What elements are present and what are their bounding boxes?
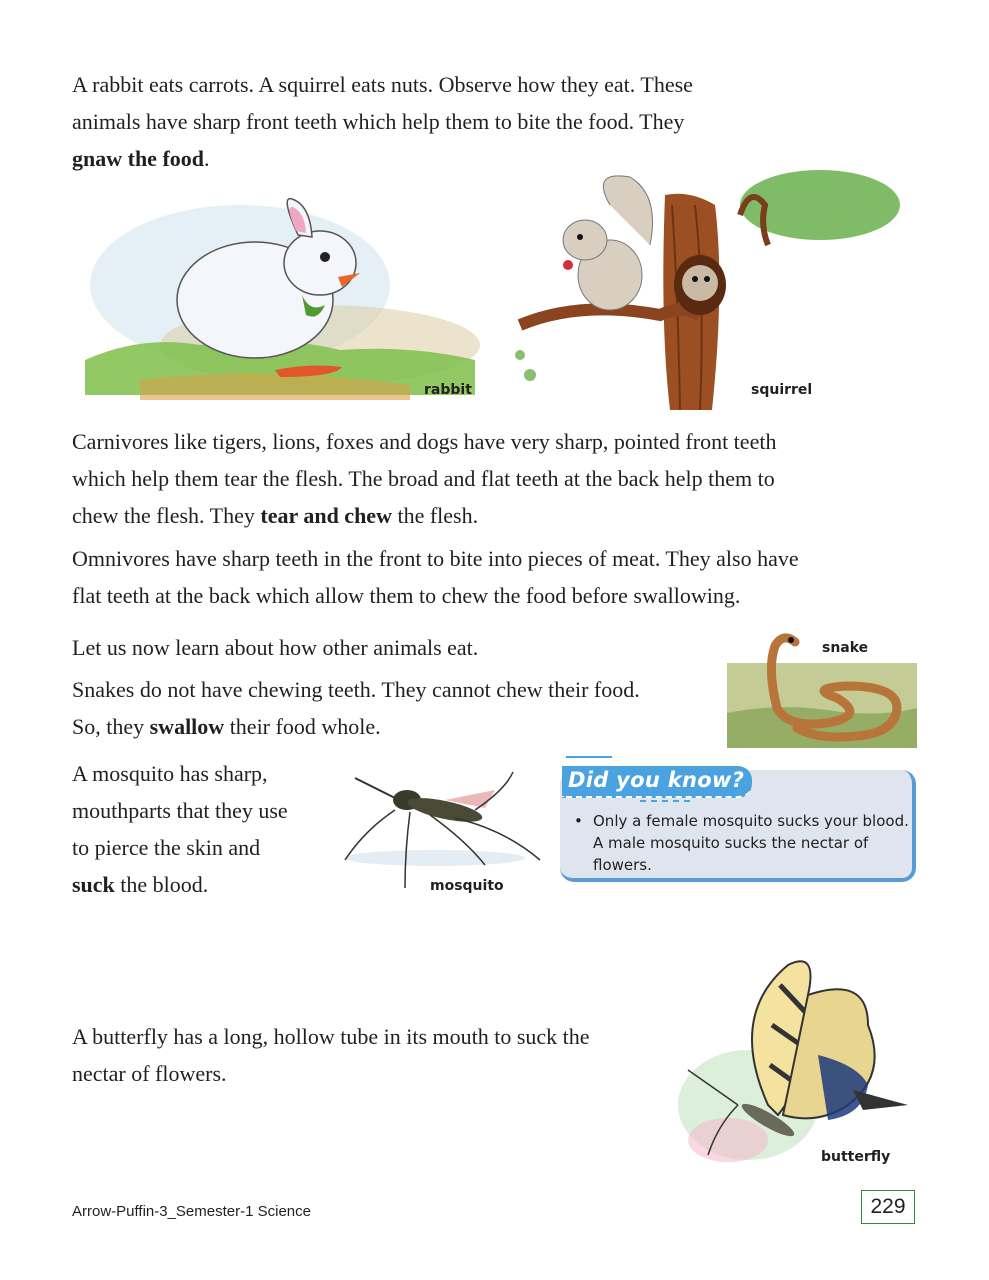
footer-book-title: Arrow-Puffin-3_Semester-1 Science: [72, 1203, 311, 1220]
squirrel-illustration: [500, 165, 900, 415]
omnivores-line-1: Omnivores have sharp teeth in the front to bite into pieces of meat. They also have: [72, 546, 799, 571]
mosquito-bold-term: suck: [72, 872, 115, 897]
butterfly-line-2: nectar of flowers.: [72, 1061, 227, 1086]
butterfly-illustration: [668, 955, 913, 1175]
did-you-know-text: Only a female mosquito sucks your blood. A male mosquito sucks the nectar of flowers.: [593, 812, 909, 874]
snakes-line-2-end: their food whole.: [224, 714, 381, 739]
snakes-bold-term: swallow: [149, 714, 225, 739]
omnivores-paragraph: [72, 540, 799, 614]
butterfly-label: butterfly: [821, 1149, 891, 1165]
did-you-know-box: [560, 766, 916, 882]
carnivores-line-3-start: chew the flesh. They: [72, 503, 261, 528]
did-you-know-dash-rule: [640, 800, 690, 802]
mosquito-line-3: to pierce the skin and: [72, 835, 261, 860]
snakes-line-2-start: So, they: [72, 714, 150, 739]
carnivores-bold-term: tear and chew: [260, 503, 392, 528]
snake-label: snake: [822, 640, 869, 656]
snakes-paragraph: [72, 671, 640, 745]
carnivores-line-1: Carnivores like tigers, lions, foxes and dogs have very sharp, pointed front teeth: [72, 429, 777, 454]
mosquito-line-4-end: the blood.: [114, 872, 209, 897]
mosquito-line-1: A mosquito has sharp,: [72, 761, 268, 786]
intro-bold-term: gnaw the food: [72, 146, 205, 171]
mosquito-label: mosquito: [430, 878, 504, 894]
intro-line-3-end: .: [204, 146, 210, 171]
did-you-know-title: Did you know?: [562, 766, 752, 798]
rabbit-illustration: [80, 195, 480, 405]
carnivores-line-2: which help them tear the flesh. The broad and flat teeth at the back help them to: [72, 466, 775, 491]
omnivores-line-2: flat teeth at the back which allow them to chew the food before swallowing.: [72, 583, 741, 608]
butterfly-paragraph: [72, 1018, 590, 1092]
mosquito-line-2: mouthparts that they use: [72, 798, 288, 823]
did-you-know-top-rule: [566, 756, 612, 758]
mosquito-illustration: [335, 770, 545, 895]
mosquito-paragraph: [72, 755, 288, 903]
page-number: 229: [861, 1190, 915, 1224]
carnivores-line-3-end: the flesh.: [391, 503, 479, 528]
other-animals-line: Let us now learn about how other animals eat.: [72, 635, 479, 660]
rabbit-label: rabbit: [424, 382, 472, 398]
snakes-line-1: Snakes do not have chewing teeth. They cannot chew their food.: [72, 677, 640, 702]
butterfly-line-1: A butterfly has a long, hollow tube in its mouth to suck the: [72, 1024, 590, 1049]
bullet-icon: •: [574, 812, 583, 830]
intro-paragraph: [72, 66, 693, 177]
intro-line-1: A rabbit eats carrots. A squirrel eats nuts. Observe how they eat. These: [72, 72, 693, 97]
intro-line-2: animals have sharp front teeth which help them to bite the food. They: [72, 109, 685, 134]
carnivores-paragraph: [72, 423, 776, 534]
squirrel-label: squirrel: [751, 382, 813, 398]
